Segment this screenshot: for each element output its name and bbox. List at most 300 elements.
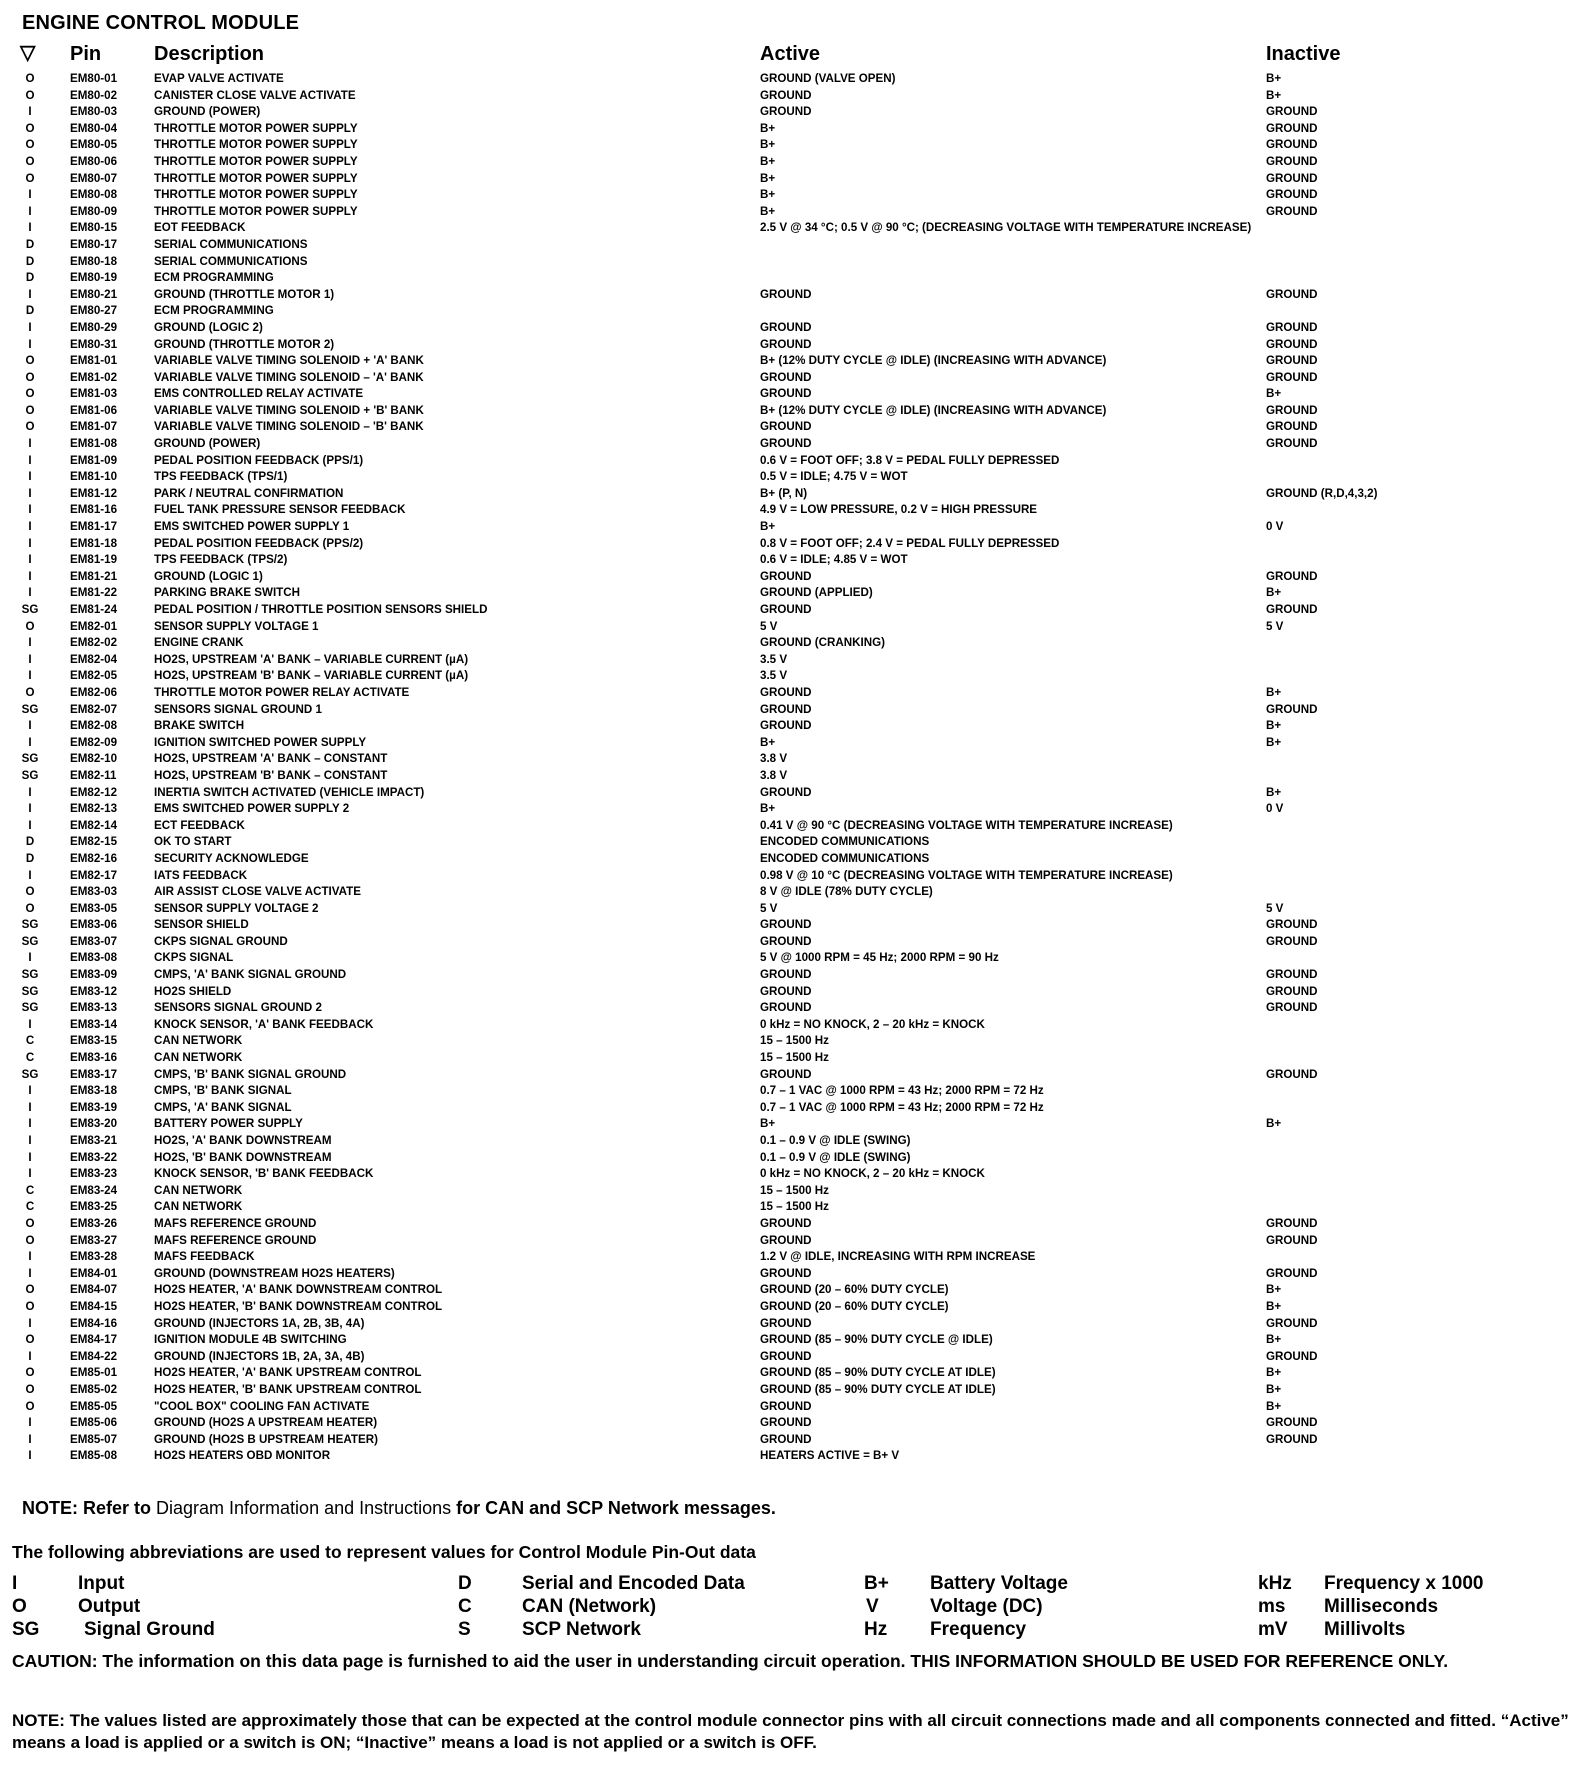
inactive-value: GROUND [1266,138,1318,152]
pin-direction: O [25,138,35,152]
pin-description: PEDAL POSITION FEEDBACK (PPS/1) [154,453,364,467]
active-value: 5 V @ 1000 RPM = 45 Hz; 2000 RPM = 90 Hz [760,951,999,965]
active-value: GROUND (85 – 90% DUTY CYCLE @ IDLE) [760,1333,993,1347]
inactive-value: GROUND [1266,287,1318,301]
pin-direction: O [25,1399,35,1413]
table-row [0,818,1584,835]
pin-direction: I [28,470,32,484]
inactive-value: B+ [1266,387,1282,401]
pin-direction: I [28,669,32,683]
table-row [0,751,1584,768]
active-value: 1.2 V @ IDLE, INCREASING WITH RPM INCREASE [760,1250,1036,1264]
active-value: 0.5 V = IDLE; 4.75 V = WOT [760,470,908,484]
table-row [0,1233,1584,1250]
pin-description: EMS CONTROLLED RELAY ACTIVATE [154,387,364,401]
pin-id: EM83-09 [70,968,118,982]
pin-direction: I [28,453,32,467]
table-row [0,1299,1584,1316]
abbr-meaning: Milliseconds [1324,1596,1439,1617]
active-value: GROUND [760,420,812,434]
pin-id: EM82-16 [70,851,118,865]
inactive-value: GROUND [1266,204,1318,218]
pin-description: HO2S HEATER, 'B' BANK UPSTREAM CONTROL [154,1382,422,1396]
pin-description: CKPS SIGNAL [154,951,234,965]
abbr-code: Hz [864,1619,888,1640]
inactive-value: B+ [1266,1366,1282,1380]
active-value: 0.1 – 0.9 V @ IDLE (SWING) [760,1134,911,1147]
pin-description: MAFS FEEDBACK [154,1250,255,1264]
pin-description: EMS SWITCHED POWER SUPPLY 1 [154,520,350,534]
inactive-value: GROUND [1266,702,1318,716]
inactive-value: B+ [1266,735,1282,749]
table-row [0,602,1584,619]
table-row [0,204,1584,221]
table-row [0,668,1584,685]
pin-description: VARIABLE VALVE TIMING SOLENOID – 'B' BANK [154,420,424,434]
pin-description: PEDAL POSITION FEEDBACK (PPS/2) [154,536,364,550]
pin-direction: C [25,1034,35,1048]
pin-direction: SG [21,1067,39,1081]
table-row [0,901,1584,918]
inactive-value: GROUND [1266,121,1318,135]
pin-id: EM80-19 [70,271,118,285]
pin-direction: O [25,121,35,135]
table-row [0,187,1584,204]
inactive-value: GROUND [1266,154,1318,168]
table-row [0,735,1584,752]
pin-id: EM85-08 [70,1449,118,1463]
abbr-code: C [458,1596,472,1617]
inactive-value: GROUND [1266,370,1318,384]
pin-id: EM83-17 [70,1067,118,1081]
pin-description: HO2S, 'B' BANK DOWNSTREAM [154,1150,332,1164]
pin-id: EM81-16 [70,503,118,517]
active-value: B+ [760,1117,776,1131]
table-row [0,1199,1584,1216]
abbr-code: SG [12,1619,40,1640]
inactive-value: GROUND (R,D,4,3,2) [1266,486,1378,500]
pin-description: EOT FEEDBACK [154,221,246,235]
abbr-code: B+ [864,1573,889,1594]
pin-id: EM80-01 [70,72,118,85]
pin-description: CKPS SIGNAL GROUND [154,934,288,948]
active-value: GROUND [760,702,812,716]
pin-id: EM83-27 [70,1233,118,1247]
table-row [0,1316,1584,1333]
table-row [0,652,1584,669]
pin-direction: O [25,370,35,384]
inactive-value: 0 V [1266,520,1284,534]
table-row [0,220,1584,237]
description-column-header: Description [154,43,265,65]
pin-direction: I [28,553,32,567]
pin-description: CAN NETWORK [154,1200,243,1214]
pin-direction: O [25,387,35,401]
pin-direction: C [25,1183,35,1197]
pin-id: EM84-22 [70,1349,118,1363]
table-row [0,1083,1584,1100]
pin-description: THROTTLE MOTOR POWER SUPPLY [154,154,358,168]
pin-id: EM80-09 [70,204,118,218]
pin-id: EM81-24 [70,603,118,616]
active-value: 3.5 V [760,669,788,683]
pin-direction: I [28,1017,32,1031]
active-value: GROUND [760,1067,812,1081]
pin-id: EM82-10 [70,752,118,766]
inactive-value: GROUND [1266,1001,1318,1015]
inactive-value: B+ [1266,586,1282,600]
active-value: 0 kHz = NO KNOCK, 2 – 20 kHz = KNOCK [760,1167,985,1181]
table-row [0,1067,1584,1084]
table-row [0,1432,1584,1449]
pin-description: GROUND (INJECTORS 1B, 2A, 3A, 4B) [154,1349,365,1363]
table-row [0,1249,1584,1266]
pin-description: GROUND (INJECTORS 1A, 2B, 3B, 4A) [154,1316,365,1330]
inactive-value: GROUND [1266,105,1318,119]
inactive-value: GROUND [1266,603,1318,616]
pin-id: EM85-02 [70,1382,118,1396]
pin-id: EM83-14 [70,1017,118,1031]
table-row [0,768,1584,785]
pin-description: HO2S HEATERS OBD MONITOR [154,1449,331,1463]
active-value: B+ [760,520,776,534]
table-row [0,718,1584,735]
active-value: 0.6 V = IDLE; 4.85 V = WOT [760,553,908,567]
table-row [0,536,1584,553]
network-note [22,1498,776,1519]
pin-id: EM82-13 [70,802,118,816]
table-row [0,453,1584,470]
abbr-code: I [12,1573,18,1594]
pin-direction: I [28,287,32,301]
table-row [0,88,1584,105]
pin-direction: I [28,719,32,733]
active-value: 8 V @ IDLE (78% DUTY CYCLE) [760,885,933,899]
pin-id: EM83-22 [70,1150,118,1164]
abbr-meaning: Millivolts [1324,1619,1406,1640]
active-value: 0.8 V = FOOT OFF; 2.4 V = PEDAL FULLY DEPRESSED [760,536,1060,550]
pin-id: EM80-03 [70,105,118,119]
table-row [0,502,1584,519]
table-row [0,1133,1584,1150]
pin-direction: I [28,1416,32,1430]
inactive-value: GROUND [1266,918,1318,932]
pin-id: EM84-17 [70,1333,118,1347]
pin-direction: I [28,1117,32,1131]
inactive-value: B+ [1266,719,1282,733]
inactive-value: B+ [1266,1299,1282,1313]
inactive-value: GROUND [1266,171,1318,185]
pin-description: CMPS, 'B' BANK SIGNAL GROUND [154,1067,347,1081]
pin-id: EM81-02 [70,370,118,384]
pin-description: THROTTLE MOTOR POWER SUPPLY [154,204,358,218]
table-row [0,171,1584,188]
active-value: GROUND [760,984,812,998]
pin-id: EM84-15 [70,1299,118,1313]
active-value: ENCODED COMMUNICATIONS [760,851,930,865]
pin-description: HO2S, UPSTREAM 'A' BANK – VARIABLE CURRENT (µA) [154,652,469,666]
active-value: GROUND [760,105,812,119]
pin-id: EM85-05 [70,1399,118,1413]
pin-id: EM83-06 [70,918,118,932]
pin-id: EM85-01 [70,1366,118,1380]
active-value: 15 – 1500 Hz [760,1034,829,1048]
pin-description: GROUND (HO2S A UPSTREAM HEATER) [154,1416,378,1430]
pin-description: GROUND (LOGIC 1) [154,569,263,583]
pin-id: EM83-19 [70,1100,118,1114]
table-row [0,1365,1584,1382]
pin-direction: I [28,868,32,882]
pin-description: GROUND (HO2S B UPSTREAM HEATER) [154,1432,378,1446]
pin-description: SENSORS SIGNAL GROUND 1 [154,702,322,716]
active-value: GROUND [760,1316,812,1330]
inactive-value: GROUND [1266,1067,1318,1081]
table-row [0,254,1584,271]
active-value: GROUND [760,1416,812,1430]
inactive-value: GROUND [1266,1216,1318,1230]
pin-direction: O [25,1382,35,1396]
pin-description: GROUND (THROTTLE MOTOR 2) [154,337,335,351]
table-row [0,1266,1584,1283]
pin-direction: D [25,851,35,865]
pin-description: GROUND (THROTTLE MOTOR 1) [154,287,335,301]
pin-id: EM81-19 [70,553,118,567]
pin-id: EM81-17 [70,520,118,534]
pin-description: SENSOR SUPPLY VOLTAGE 1 [154,619,319,633]
pin-direction: O [25,1283,35,1297]
table-row [0,785,1584,802]
pin-direction: O [25,885,35,899]
pin-description: "COOL BOX" COOLING FAN ACTIVATE [154,1399,370,1413]
table-row [0,967,1584,984]
table-row [0,386,1584,403]
pin-direction: I [28,188,32,202]
pin-id: EM81-10 [70,470,118,484]
abbr-code: kHz [1258,1573,1292,1594]
pin-direction: SG [21,984,39,998]
pin-description: THROTTLE MOTOR POWER SUPPLY [154,188,358,202]
pin-direction: SG [21,603,39,616]
table-row [0,801,1584,818]
pin-direction: I [28,337,32,351]
abbr-meaning: Frequency [930,1619,1027,1640]
inactive-value: GROUND [1266,984,1318,998]
pin-direction: SG [21,918,39,932]
pin-direction: O [25,1216,35,1230]
abbr-meaning: Serial and Encoded Data [522,1573,745,1594]
direction-column-header: ▽ [20,42,36,64]
active-value: GROUND [760,1349,812,1363]
inactive-value: GROUND [1266,1266,1318,1280]
pin-direction: D [25,237,35,251]
pin-description: PARKING BRAKE SWITCH [154,586,300,600]
pin-direction: I [28,652,32,666]
active-value: ENCODED COMMUNICATIONS [760,835,930,849]
pin-id: EM80-06 [70,154,118,168]
pin-description: PARK / NEUTRAL CONFIRMATION [154,486,344,500]
pin-description: CANISTER CLOSE VALVE ACTIVATE [154,88,356,102]
abbr-code: V [866,1596,879,1617]
pin-direction: I [28,520,32,534]
pin-description: EVAP VALVE ACTIVATE [154,72,284,85]
table-row [0,137,1584,154]
pin-description: THROTTLE MOTOR POWER SUPPLY [154,138,358,152]
pin-id: EM80-29 [70,320,118,334]
pin-direction: I [28,636,32,650]
pin-direction: I [28,1266,32,1280]
pin-direction: O [25,685,35,699]
pin-id: EM83-03 [70,885,118,899]
table-row [0,585,1584,602]
active-value: GROUND (CRANKING) [760,636,885,650]
page-title: ENGINE CONTROL MODULE [22,12,300,34]
pin-id: EM83-12 [70,984,118,998]
pin-direction: I [28,802,32,816]
pin-description: IGNITION SWITCHED POWER SUPPLY [154,735,367,749]
inactive-value: B+ [1266,1333,1282,1347]
pin-id: EM82-12 [70,785,118,799]
pin-direction: C [25,1200,35,1214]
inactive-value: GROUND [1266,1432,1318,1446]
pin-description: HO2S, UPSTREAM 'A' BANK – CONSTANT [154,752,388,766]
table-row [0,834,1584,851]
table-row [0,1216,1584,1233]
pin-id: EM82-11 [70,768,117,782]
active-value: 0.98 V @ 10 °C (DECREASING VOLTAGE WITH TEMPERATURE INCREASE) [760,868,1173,882]
pin-direction: D [25,271,35,285]
pin-id: EM83-08 [70,951,118,965]
abbr-code: O [12,1596,27,1617]
table-row [0,1415,1584,1432]
pin-id: EM84-07 [70,1283,118,1297]
table-row [0,1399,1584,1416]
active-value: 3.8 V [760,768,788,782]
abbr-meaning: Frequency x 1000 [1324,1573,1484,1594]
pin-description: IATS FEEDBACK [154,868,248,882]
pin-direction: SG [21,702,39,716]
pin-description: VARIABLE VALVE TIMING SOLENOID – 'A' BANK [154,370,424,384]
table-row [0,702,1584,719]
active-value: GROUND (85 – 90% DUTY CYCLE AT IDLE) [760,1382,996,1396]
pin-id: EM80-31 [70,337,118,351]
pin-direction: O [25,901,35,915]
table-row [0,1033,1584,1050]
inactive-value: GROUND [1266,569,1318,583]
pin-direction: D [25,254,35,268]
inactive-column-header: Inactive [1266,43,1341,65]
pin-id: EM82-01 [70,619,118,633]
pin-description: SERIAL COMMUNICATIONS [154,237,308,251]
table-row [0,1017,1584,1034]
active-value: B+ (12% DUTY CYCLE @ IDLE) (INCREASING WITH ADVANCE) [760,403,1107,417]
table-row [0,1282,1584,1299]
pin-description: CMPS, 'B' BANK SIGNAL [154,1084,292,1098]
pin-direction: I [28,320,32,334]
pin-id: EM82-08 [70,719,118,733]
abbr-meaning: Input [78,1573,125,1594]
active-value: GROUND (20 – 60% DUTY CYCLE) [760,1299,949,1313]
pin-direction: I [28,437,32,451]
active-value: 3.5 V [760,652,788,666]
active-value: GROUND [760,320,812,334]
pin-id: EM80-08 [70,188,118,202]
pin-direction: SG [21,768,39,782]
pin-id: EM82-04 [70,652,118,666]
pin-id: EM83-13 [70,1001,118,1015]
pin-id: EM82-17 [70,868,118,882]
table-row [0,1050,1584,1067]
pin-id: EM83-20 [70,1117,118,1131]
pin-description: EMS SWITCHED POWER SUPPLY 2 [154,802,350,816]
pin-direction: O [25,154,35,168]
table-row [0,303,1584,320]
pin-direction: SG [21,1001,39,1015]
pin-direction: I [28,1100,32,1114]
pin-direction: D [25,835,35,849]
pin-description: GROUND (DOWNSTREAM HO2S HEATERS) [154,1266,395,1280]
active-value: HEATERS ACTIVE = B+ V [760,1449,900,1463]
active-value: B+ [760,171,776,185]
abbr-meaning: Battery Voltage [930,1573,1068,1594]
active-column-header: Active [760,43,821,65]
pin-direction: I [28,586,32,600]
active-value: GROUND [760,968,812,982]
pin-description: ECM PROGRAMMING [154,271,274,285]
pin-direction: D [25,304,35,318]
active-value: 3.8 V [760,752,788,766]
active-value: B+ [760,802,776,816]
pin-description: CAN NETWORK [154,1183,243,1197]
pin-description: FUEL TANK PRESSURE SENSOR FEEDBACK [154,503,406,517]
network-note-prefix: NOTE: Refer to [22,1498,152,1518]
pin-description: HO2S, 'A' BANK DOWNSTREAM [154,1134,332,1147]
inactive-value: B+ [1266,685,1282,699]
pin-id: EM82-07 [70,702,118,716]
active-value: GROUND [760,1399,812,1413]
pin-id: EM83-21 [70,1134,118,1147]
pin-description: SECURITY ACKNOWLEDGE [154,851,309,865]
pin-id: EM81-01 [70,354,118,368]
table-row [0,569,1584,586]
table-row [0,71,1584,88]
pin-id: EM80-07 [70,171,118,185]
inactive-value: GROUND [1266,1416,1318,1430]
pin-direction: I [28,1432,32,1446]
active-value: GROUND [760,569,812,583]
active-value: B+ [760,138,776,152]
active-value: GROUND [760,1266,812,1280]
pin-description: ECT FEEDBACK [154,818,245,832]
table-row [0,851,1584,868]
pin-id: EM81-06 [70,403,118,417]
table-row [0,1166,1584,1183]
active-value: GROUND [760,918,812,932]
table-row [0,486,1584,503]
pin-description: CAN NETWORK [154,1034,243,1048]
pin-id: EM83-23 [70,1167,118,1181]
pin-id: EM81-12 [70,486,118,500]
abbr-meaning: Voltage (DC) [930,1596,1043,1617]
pin-direction: I [28,221,32,235]
pin-description: HO2S, UPSTREAM 'B' BANK – VARIABLE CURRENT (µA) [154,669,469,683]
table-row [0,552,1584,569]
pin-direction: I [28,1134,32,1147]
inactive-value: B+ [1266,1283,1282,1297]
pin-direction: O [25,88,35,102]
pin-id: EM83-24 [70,1183,118,1197]
pin-description: GROUND (POWER) [154,105,261,119]
pin-direction: O [25,171,35,185]
